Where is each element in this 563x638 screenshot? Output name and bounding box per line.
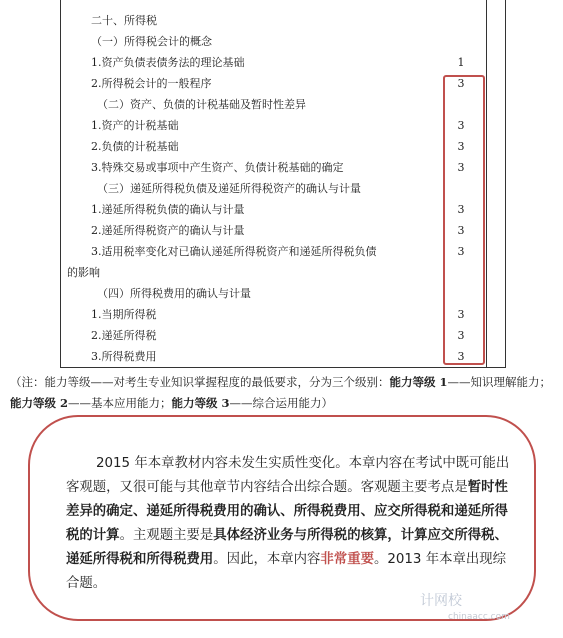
highlight-box (443, 75, 485, 365)
ability-level: 3 (457, 350, 465, 363)
ability-level: 3 (457, 203, 465, 216)
watermark-url: chinaacc.com (448, 612, 510, 622)
table-row (61, 94, 505, 115)
table-row (61, 10, 505, 31)
row-text: （二）资产、负债的计税基础及暂时性差异 (97, 98, 306, 111)
ability-level: 1 (457, 56, 465, 69)
ability-level: 3 (457, 161, 465, 174)
table-row (61, 31, 505, 52)
row-text: 3.特殊交易或事项中产生资产、负债计税基础的确定 (91, 161, 344, 174)
row-text: （四）所得税费用的确认与计量 (97, 287, 251, 300)
row-text: 2.递延所得税 (91, 329, 157, 342)
summary-text: 2015 年本章教材内容未发生实质性变化。本章内容在考试中既可能出客观题，又很可能与其他章节内容结合出综合题。客观题主要考点是暂时性差异的确定、递延所得税费用的确认、所得税费用、应交所得税和递延所得税的计算。主观题主要是具体经济业务与所得税的核算，计算应交所得税、递延所得税和所得税费用。因此，本章内容非常重要。2013 年本章出现综合题。 (66, 456, 510, 591)
row-text: 2.递延所得税资产的确认与计量 (91, 224, 245, 237)
row-text: 2.负债的计税基础 (91, 140, 179, 153)
ability-level: 3 (457, 245, 465, 258)
ability-level: 3 (457, 308, 465, 321)
row-text: （一）所得税会计的概念 (91, 35, 212, 48)
row-text: 3.所得税费用 (91, 350, 157, 363)
row-text: 1.递延所得税负债的确认与计量 (91, 203, 245, 216)
watermark-logo: 计网校 (420, 593, 462, 609)
ability-level: 3 (457, 119, 465, 132)
table-row (61, 283, 505, 304)
row-text: 的影响 (67, 266, 100, 279)
row-text: 二十、所得税 (91, 14, 157, 27)
ability-note: （注：能力等级——对考生专业知识掌握程度的最低要求，分为三个级别：能力等级 1——知识理解能力；能力等级 2——基本应用能力；能力等级 3——综合运用能力） (10, 375, 552, 410)
row-text: 1.资产负债表债务法的理论基础 (91, 56, 245, 69)
row-text: 1.当期所得税 (91, 308, 157, 321)
table-row (61, 262, 505, 283)
ability-level: 3 (457, 224, 465, 237)
table-row (61, 178, 505, 199)
row-text: 3.适用税率变化对已确认递延所得税资产和递延所得税负债 (91, 245, 377, 258)
ability-level: 3 (457, 77, 465, 90)
ability-level: 3 (457, 140, 465, 153)
syllabus-table (60, 0, 506, 368)
row-text: 2.所得税会计的一般程序 (91, 77, 212, 90)
ability-level: 3 (457, 329, 465, 342)
row-text: （三）递延所得税负债及递延所得税资产的确认与计量 (97, 182, 361, 195)
row-text: 1.资产的计税基础 (91, 119, 179, 132)
